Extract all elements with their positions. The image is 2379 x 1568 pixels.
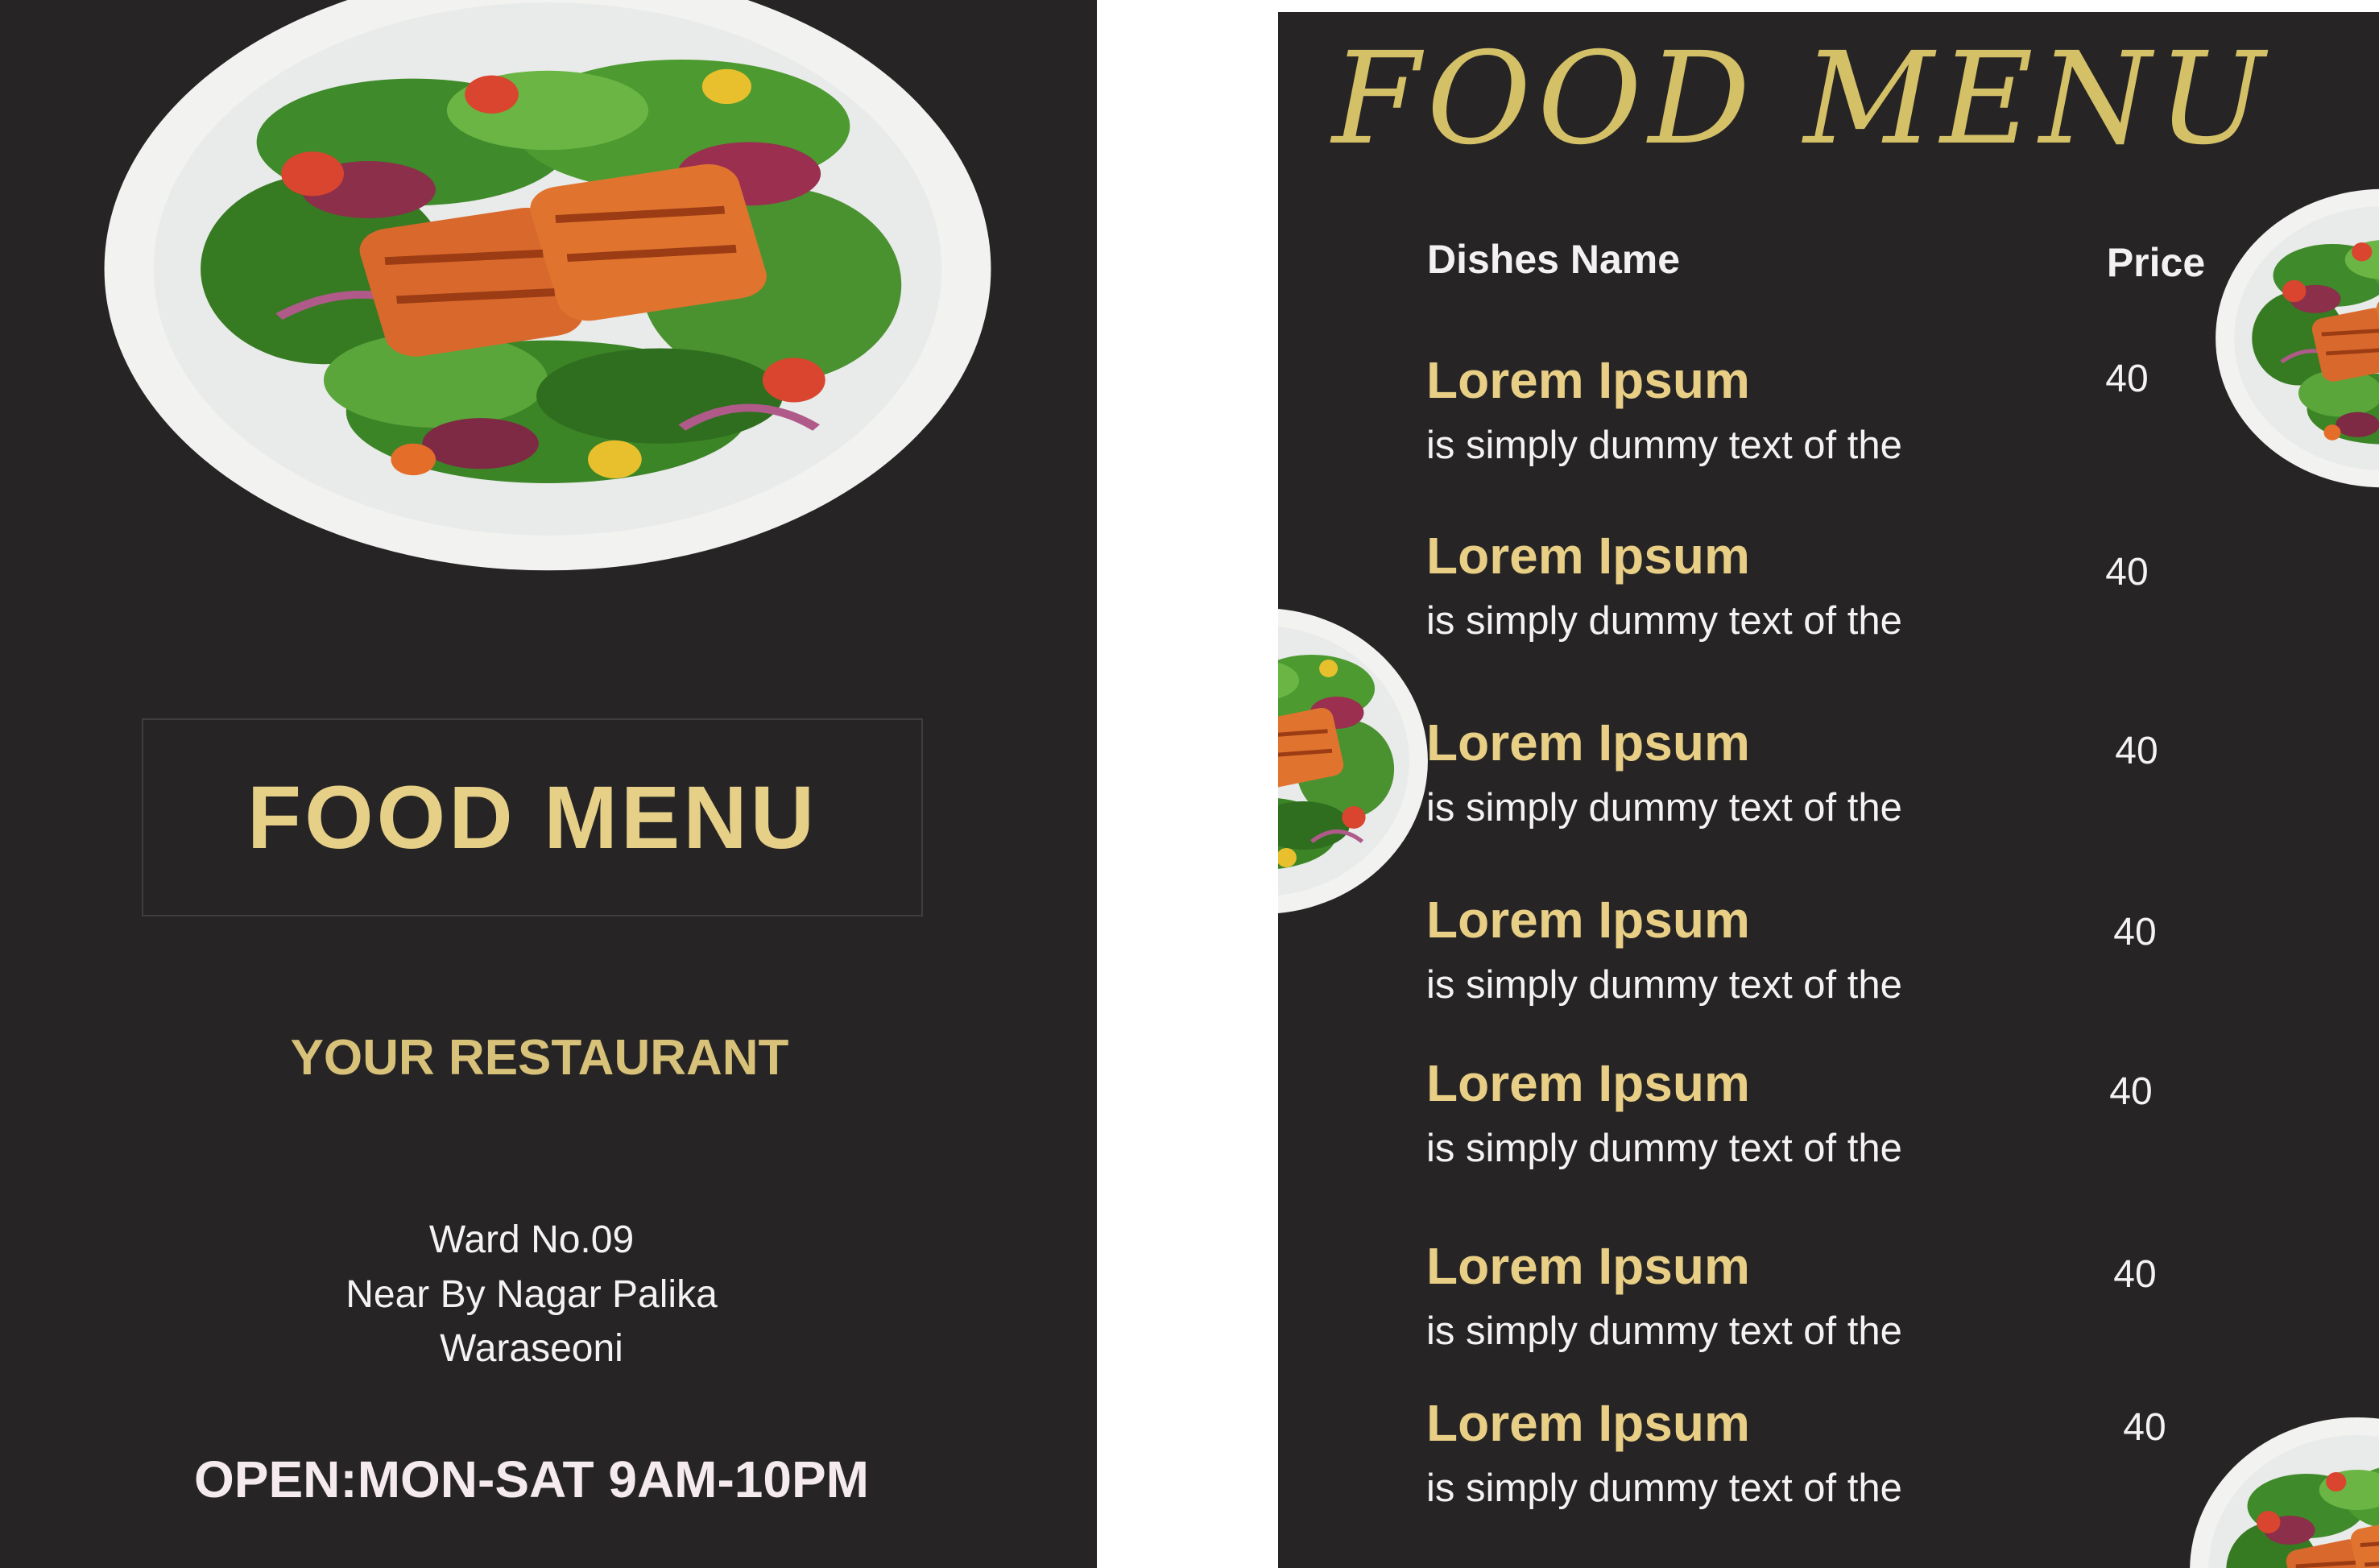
menu-item <box>1426 526 2379 655</box>
menu-item <box>1426 713 2379 842</box>
dish-price: 40 <box>2109 1070 2153 1113</box>
dish-price: 40 <box>2113 1253 2157 1296</box>
dish-name: Lorem Ipsum <box>1426 891 1750 949</box>
menu-cover-page <box>0 0 1097 1568</box>
dish-price: 40 <box>2123 1406 2166 1449</box>
restaurant-name: YOUR RESTAURANT <box>290 1030 789 1086</box>
address-line: Ward No.09 <box>428 1218 635 1261</box>
opening-hours: OPEN:MON-SAT 9AM-10PM <box>194 1450 869 1508</box>
salmon-salad-plate-image <box>1278 600 1429 922</box>
cover-title-box <box>142 718 923 916</box>
dish-price: 40 <box>2105 358 2149 400</box>
menu-heading: FOOD MENU <box>1331 25 2272 173</box>
dish-description: is simply dummy text of the <box>1426 424 1902 467</box>
dish-description: is simply dummy text of the <box>1426 599 1902 643</box>
address-line: Waraseoni <box>440 1327 623 1370</box>
dish-price: 40 <box>2113 911 2157 954</box>
menu-item <box>1426 1393 2379 1522</box>
menu-list-page <box>1278 12 2379 1568</box>
dish-price: 40 <box>2115 730 2158 772</box>
dishes-column-header: Dishes Name <box>1427 237 1681 282</box>
menu-item <box>1426 890 2379 1019</box>
dish-description: is simply dummy text of the <box>1426 963 1902 1007</box>
address-line: Near By Nagar Palika <box>345 1273 718 1316</box>
dish-name: Lorem Ipsum <box>1426 527 1750 585</box>
dish-price: 40 <box>2105 551 2149 594</box>
dish-name: Lorem Ipsum <box>1426 714 1750 772</box>
menu-item <box>1426 1053 2379 1182</box>
dish-name: Lorem Ipsum <box>1426 1394 1750 1452</box>
price-column-header: Price <box>2106 240 2206 285</box>
dish-description: is simply dummy text of the <box>1426 786 1902 830</box>
salmon-salad-plate-image <box>100 0 995 586</box>
dish-name: Lorem Ipsum <box>1426 1054 1750 1112</box>
cover-title: FOOD MENU <box>246 767 818 867</box>
dish-description: is simply dummy text of the <box>1426 1467 1902 1510</box>
dish-name: Lorem Ipsum <box>1426 351 1750 409</box>
dish-name: Lorem Ipsum <box>1426 1237 1750 1295</box>
menu-item <box>1426 1236 2379 1365</box>
menu-item <box>1426 350 2379 479</box>
dish-description: is simply dummy text of the <box>1426 1127 1902 1170</box>
dish-description: is simply dummy text of the <box>1426 1309 1902 1353</box>
